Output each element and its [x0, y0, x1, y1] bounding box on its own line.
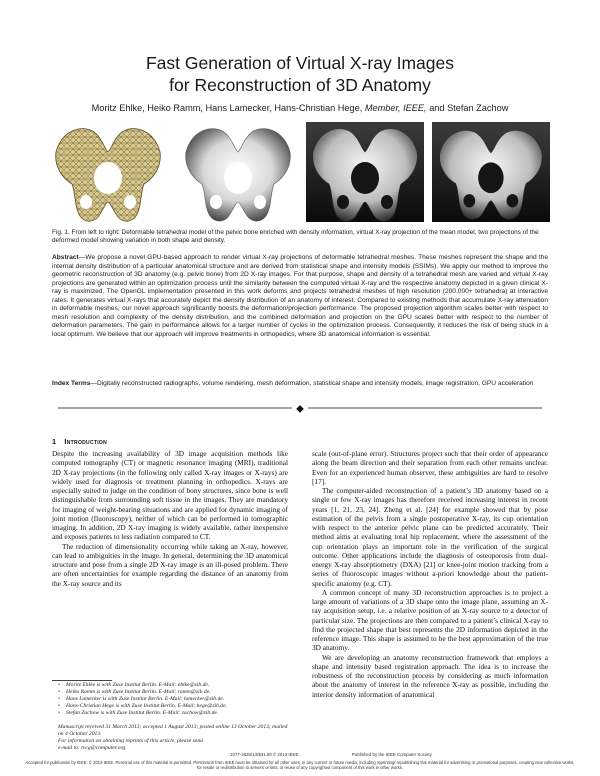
author-list	[0, 103, 600, 113]
paragraph: A common concept of many 3D reconstruction approaches is to project a large amount of variations of a 3D shape onto the image plane, assuming an X-ray acquisition setup, i.e. a relative position of an X-ray source to a detector of particular size. The projections are then compared to a patient’s clinical X-ray to find the projected shape that best represents the 2D information depicted in the reference image. This shape is assumed to be the best approximation of the true 3D anatomy.	[312, 587, 548, 653]
footnote-item: • Hans Lamecker is with Zuse Institut Berlin. E-Mail: lamecker@zib.de.	[58, 696, 290, 703]
section-heading	[52, 437, 107, 446]
abstract-label: Abstract	[52, 254, 79, 261]
abstract	[52, 254, 548, 339]
paragraph: We are developing an anatomy reconstruction framework that employs a shape and intensity based registration approach. The idea is to increase the robustness of the reconstruction process by considering as much information about the anatomy of interest in the reference X-ray as possible, including the interior density information of anatomical	[312, 652, 548, 699]
paragraph: The computer-aided reconstruction of a patient’s 3D anatomy based on a single or few X-ray images has therefore received increasing interest in recent years [1, 21, 23, 24]. Zheng et al. [24] for example showed that by pose estimation of the pelvis from a single postoperative X-ray, its cup orientation with respect to the anterior pelvic plane can be predicted accurately. Their method aims at evaluating total hip replacement, where the assessment of the cup orientation plays an important role in the verification of the surgical outcome. Other applications include the diagnosis of osteoporosis from dual-energy X-ray absorptiometry (DXA) [21] or knee-joint motion tracking from a series of fluoroscopic images without a-priori knowledge about the patient-specific anatomy (e.g. CT).	[312, 486, 548, 588]
paragraph: Despite the increasing availability of 3D image acquisition methods like computed tomography (CT) or magnetic resonance imaging (MRI), traditional 2D X-ray projections (in the following only called X-ray images or X-rays) are widely used for diagnosis or treatment planning in orthopedics. X-rays are especially suited to judge on the condition of bony structures, since bone is well distinguishable from surrounding soft tissue in the images. They are mandatory for imaging of weight-bearing situations and are applied for dynamic imaging of joint motion (fluoroscopy), neither of which can be performed in tomographic imaging. In addition, 2D X-ray imaging is widely available, rather inexpensive and exposes patients to less radiation compared to CT.	[52, 449, 288, 542]
authors-member: Member, IEEE,	[364, 103, 427, 113]
figure-caption: Fig. 1. From left to right: Deformable tetrahedral model of the pelvic bone enriched with density information, virtual X-ray projection of the mean model, two projections of the deformed model showing variation in both shape and density.	[52, 229, 539, 245]
author-footnotes	[58, 682, 290, 717]
abstract-text: —We propose a novel GPU-based approach to render virtual X-ray projections of deformable tetrahedral meshes. These meshes represent the shape and the internal density distribution of a particular anatomical structure and are derived from statistical shape and intensity models (SSIMs). We apply our method to improve the geometric reconstruction of 3D anatomy (e.g. pelvic bone) from 2D X-ray images. For that purpose, shape and density of a tetrahedral mesh are varied and virtual X-ray projections are generated within an optimization process until the similarity between the computed virtual X-ray and the respective anatomy depicted in a given clinical X-ray is maximized. The OpenGL implementation presented in this work deforms and projects tetrahedral meshes of high resolution (200.000+ tetrahedra) at interactive rates. It generates virtual X-rays that accurately depict the density distribution of an anatomy of interest. Compared to existing methods that accumulate X-ray attenuation in deformable meshes, our novel approach significantly boosts the deformation/projection performance. The proposed projection algorithm scales better with respect to mesh resolution and complexity of the density distribution, and the combined deformation and projection on the GPU scales better with respect to the number of deformation parameters. The gain in performance allows for a larger number of cycles in the optimization process. Consequently, it reduces the risk of being stuck in a local optimum. We believe that our approach will improve treatments in orthopedics, where 3D anatomical information is essential.	[52, 254, 548, 338]
figure-panel-xray-deformed-a	[306, 122, 424, 222]
paper-title-line-2: for Reconstruction of 3D Anatomy	[169, 75, 431, 95]
manuscript-email: e-mail to: tvcg@computer.org.	[58, 745, 127, 752]
paper-title	[0, 52, 600, 96]
paper-title-line-1: Fast Generation of Virtual X-ray Images	[145, 53, 454, 73]
footnote-item: • Moritz Ehlke is with Zuse Institut Berlin. E-Mail: ehlke@zib.de.	[58, 682, 290, 689]
authors-end: and Stefan Zachow	[429, 103, 509, 113]
manuscript-reprints: For information on obtaining reprints of this article, please send	[58, 738, 203, 745]
section-title: Introduction	[64, 437, 108, 446]
body-column-left	[52, 449, 288, 588]
figure-panel-mesh	[50, 122, 166, 222]
manuscript-info	[58, 724, 290, 752]
paragraph: The reduction of dimensionality occurring while taking an X-ray, however, can lead to ambiguities in the image. In general, determining the 3D anatomical structure and pose from a single 2D X-ray image is an ill-posed problem. There are often uncertainties for example regarding the distance of an anatomy from the X-ray source and its	[52, 541, 288, 588]
index-terms-label: Index Terms	[52, 380, 91, 387]
footer-issn: 1077-2626/13/$31.00 © 2013 IEEE	[230, 752, 299, 757]
divider-ornament-icon: ◆	[296, 403, 304, 414]
section-divider	[0, 402, 600, 414]
footer-publisher: Published by the IEEE Computer Society	[352, 752, 432, 757]
paragraph: scale (out-of-plane error). Structures project such that their order of appearance along the beam direction and their separation from each other remains unclear. Even for an experienced human observer, these ambiguities are hard to resolve [17].	[312, 449, 548, 486]
section-number: 1	[52, 437, 57, 446]
figure-pelvis-renderings	[50, 118, 550, 226]
figure-panel-xray-mean	[180, 122, 296, 222]
authors-main: Moritz Ehlke, Heiko Ramm, Hans Lamecker, Hans-Christian Hege,	[91, 103, 363, 113]
body-column-right	[312, 449, 548, 699]
footnote-rule	[52, 680, 112, 681]
figure-panel-xray-deformed-b	[432, 122, 550, 222]
index-terms-text: —Digitally reconstructed radiographs, volume rendering, mesh deformation, statistical shape and intensity models, image registration, GPU acceleration	[90, 380, 534, 387]
footnote-item: • Hans-Christian Hege is with Zuse Institut Berlin. E-Mail: hege@zib.de.	[58, 703, 290, 710]
footer-copyright: Accepted for publication by IEEE. © 2013 IEEE. Personal use of this material is permitted. Permission from IEEE must be obtained for all other uses, in any current or future media, including reprinting/ republishing this material for advertising or promotional purposes, creating new collective works, for resale or redistribution to servers or lists, or reuse of any copyrighted component of this work in other works.	[25, 760, 575, 771]
index-terms	[52, 380, 548, 389]
footnote-item: • Heiko Ramm is with Zuse Institut Berlin. E-Mail: ramm@zib.de.	[58, 689, 290, 696]
manuscript-dates: Manuscript received 31 March 2013; accepted 1 August 2013; posted online 13 October 2013; mailed on 4 October 2013.	[58, 724, 288, 738]
footnote-item: • Stefan Zachow is with Zuse Institut Berlin. E-Mail: zachow@zib.de.	[58, 710, 290, 717]
